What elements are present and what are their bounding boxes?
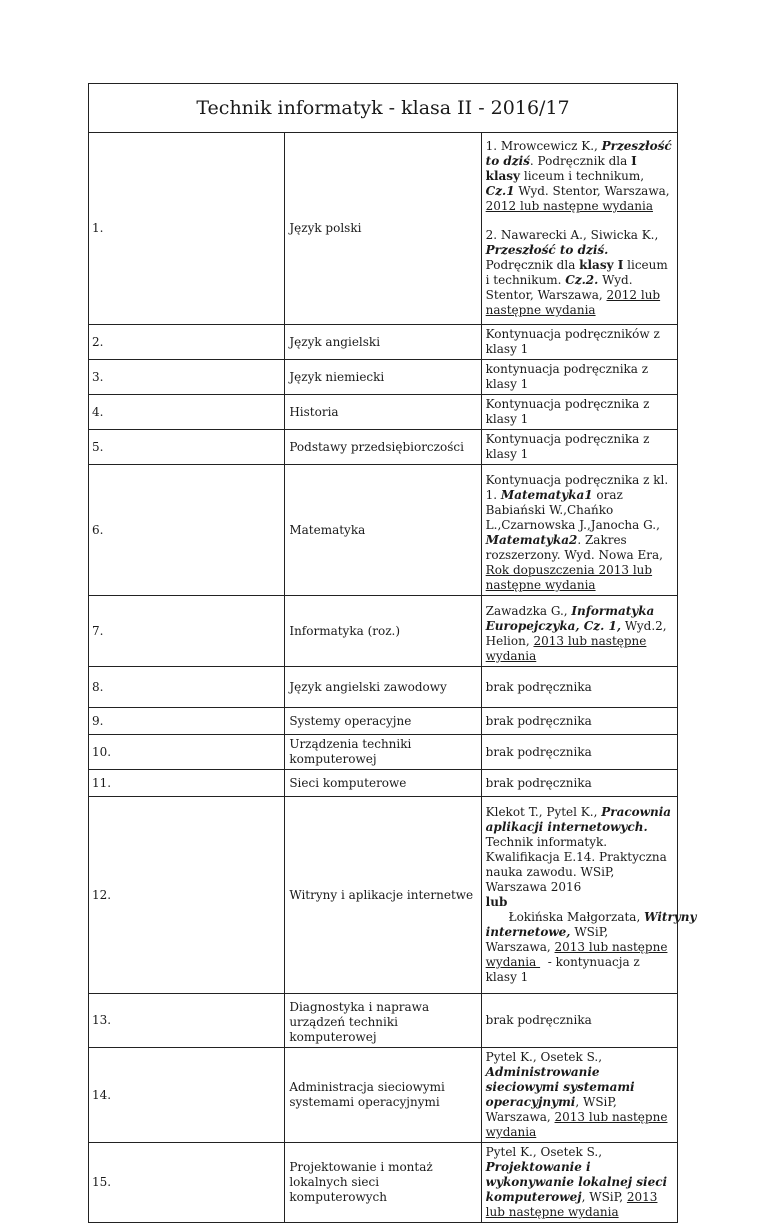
subject-name: Systemy operacyjne xyxy=(285,708,481,735)
table-row xyxy=(89,395,678,430)
subject-name: Język angielski zawodowy xyxy=(285,667,481,708)
subject-name: Historia xyxy=(285,395,481,430)
textbook-paragraph: 2. Nawarecki A., Siwicka K., Przeszłość to dziś. Podręcznik dla klasy I liceum i technikum. Cz.2. Wyd. Stentor, Warszawa, 2012 lub następne wydania xyxy=(485,228,668,317)
table-row xyxy=(89,667,678,708)
textbook-info: Kontynuacja podręcznika z kl. 1. Matematyka1 oraz Babiański W.,Chańko L.,Czarnowska J.,Janocha G., Matematyka2. Zakres rozszerzony. Wyd. Nowa Era, Rok dopuszczenia 2013 lub następne wydania xyxy=(481,465,677,596)
textbook-info: Kontynuacja podręcznika z klasy 1 xyxy=(481,395,677,430)
textbook-info: brak podręcznika xyxy=(481,708,677,735)
row-number: 1. xyxy=(89,133,285,325)
subject-name: Język polski xyxy=(285,133,481,325)
table-row xyxy=(89,1048,678,1143)
row-number: 4. xyxy=(89,395,285,430)
table-row xyxy=(89,797,678,994)
subject-name: Witryny i aplikacje internetwe xyxy=(285,797,481,994)
row-number: 8. xyxy=(89,667,285,708)
textbook-info xyxy=(481,133,677,325)
row-number: 7. xyxy=(89,596,285,667)
subject-name: Diagnostyka i naprawa urządzeń techniki komputerowej xyxy=(285,994,481,1048)
textbook-info: brak podręcznika xyxy=(481,667,677,708)
subject-name: Projektowanie i montaż lokalnych sieci komputerowych xyxy=(285,1143,481,1223)
subject-name: Matematyka xyxy=(285,465,481,596)
textbook-paragraph: 1. Mrowcewicz K., Przeszłość to dziś. Podręcznik dla I klasy liceum i technikum, Cz.1 Wyd. Stentor, Warszawa, 2012 lub następne wydania xyxy=(485,139,672,213)
table-row xyxy=(89,708,678,735)
table-row xyxy=(89,465,678,596)
textbook-info: kontynuacja podręcznika z klasy 1 xyxy=(481,360,677,395)
textbook-info: brak podręcznika xyxy=(481,994,677,1048)
subject-name: Język niemiecki xyxy=(285,360,481,395)
row-number: 12. xyxy=(89,797,285,994)
table-row xyxy=(89,1143,678,1223)
subject-name: Sieci komputerowe xyxy=(285,770,481,797)
textbook-info: Pytel K., Osetek S., Administrowanie sieciowymi systemami operacyjnymi, WSiP, Warszawa, 2013 lub następne wydania xyxy=(481,1048,677,1143)
textbook-info: brak podręcznika xyxy=(481,770,677,797)
row-number: 13. xyxy=(89,994,285,1048)
row-number: 6. xyxy=(89,465,285,596)
row-number: 9. xyxy=(89,708,285,735)
subject-name: Informatyka (roz.) xyxy=(285,596,481,667)
title-row xyxy=(89,84,678,133)
row-number: 2. xyxy=(89,325,285,360)
table-row xyxy=(89,994,678,1048)
table-row xyxy=(89,735,678,770)
subject-name: Administracja sieciowymi systemami operacyjnymi xyxy=(285,1048,481,1143)
textbook-info: Kontynuacja podręcznika z klasy 1 xyxy=(481,430,677,465)
textbook-info: Zawadzka G., Informatyka Europejczyka, Cz. 1, Wyd.2, Helion, 2013 lub następne wydania xyxy=(481,596,677,667)
row-number: 3. xyxy=(89,360,285,395)
textbook-info: Kontynuacja podręczników z klasy 1 xyxy=(481,325,677,360)
table-row xyxy=(89,596,678,667)
subject-name: Podstawy przedsiębiorczości xyxy=(285,430,481,465)
table-row xyxy=(89,770,678,797)
row-number: 10. xyxy=(89,735,285,770)
row-number: 14. xyxy=(89,1048,285,1143)
page-title: Technik informatyk - klasa II - 2016/17 xyxy=(89,84,678,133)
table-row xyxy=(89,325,678,360)
textbook-table xyxy=(88,83,697,1223)
textbook-info: Klekot T., Pytel K., Pracownia aplikacji internetowych. Technik informatyk. Kwalifikacja E.14. Praktyczna nauka zawodu. WSiP, Warszawa 2016 lub Łokińska Małgorzata, Witryny internetowe, WSiP, Warszawa, 2013 lub następne wydania - kontynuacja z klasy 1 xyxy=(481,797,677,994)
table-row xyxy=(89,430,678,465)
table-row xyxy=(89,133,678,325)
table-row xyxy=(89,360,678,395)
subject-name: Język angielski xyxy=(285,325,481,360)
row-number: 15. xyxy=(89,1143,285,1223)
textbook-info: Pytel K., Osetek S., Projektowanie i wykonywanie lokalnej sieci komputerowej, WSiP, 2013 lub następne wydania xyxy=(481,1143,677,1223)
subject-name: Urządzenia techniki komputerowej xyxy=(285,735,481,770)
row-number: 5. xyxy=(89,430,285,465)
textbook-info: brak podręcznika xyxy=(481,735,677,770)
row-number: 11. xyxy=(89,770,285,797)
